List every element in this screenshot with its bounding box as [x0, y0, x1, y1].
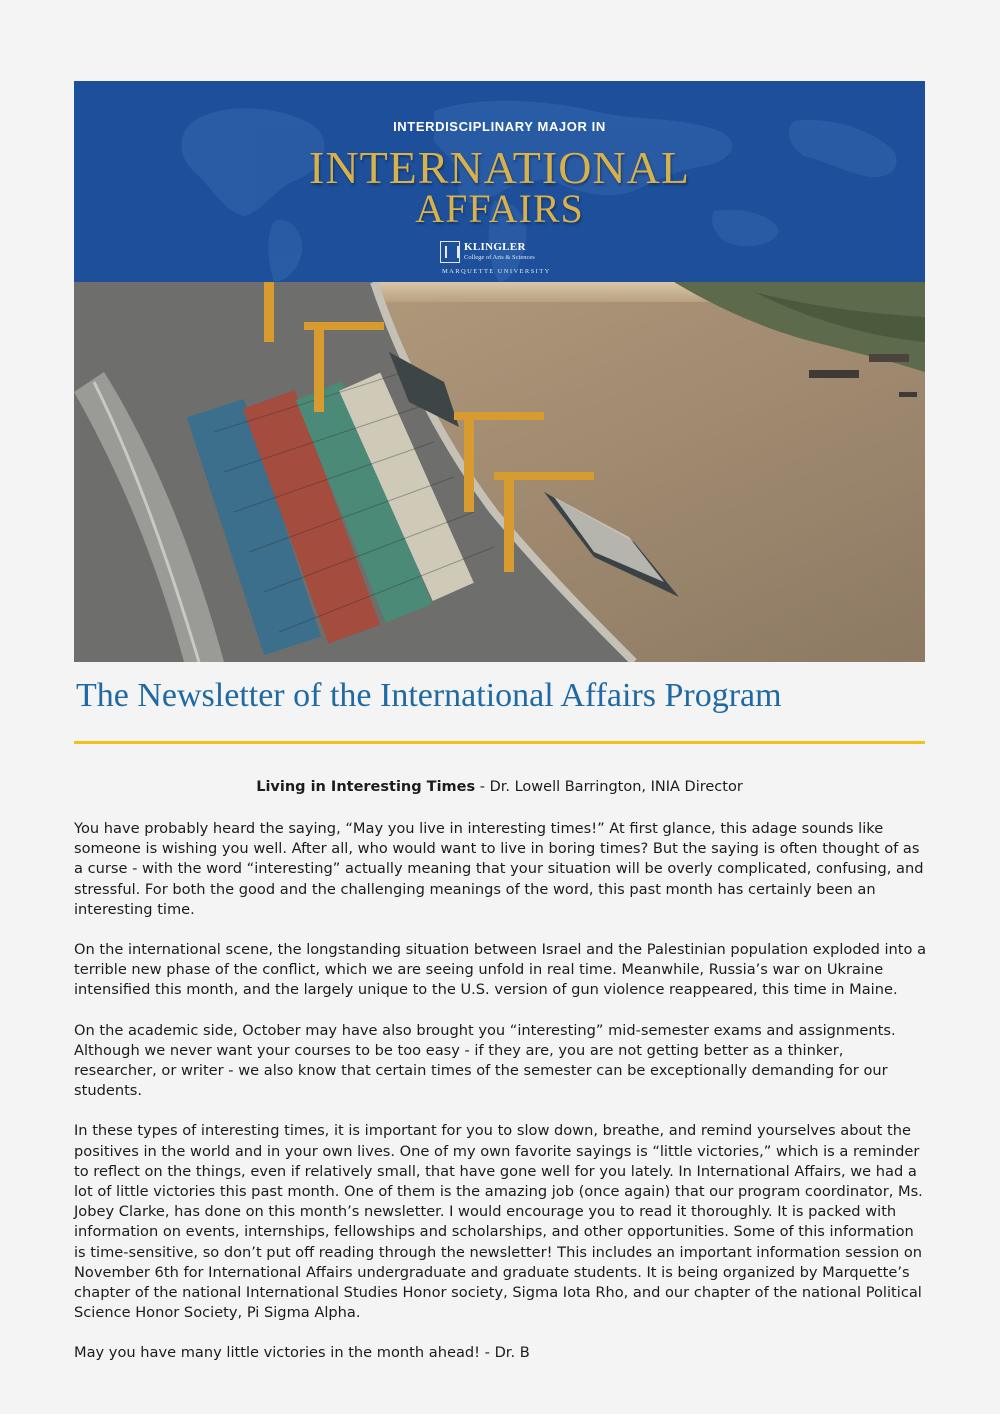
- article-paragraph: On the academic side, October may have also brought you “interesting” mid-semester exams and assignments. Although we never want your courses to be too easy - if they are, you are not getting better as a thinker, researcher, or writer - we also know that certain times of the semester can be exceptionally demanding for our students.: [74, 1021, 896, 1100]
- banner-title-line1: INTERNATIONAL: [309, 142, 690, 193]
- port-photo-illustration: [74, 282, 925, 662]
- article-headline: Living in Interesting Times: [256, 779, 476, 795]
- article-paragraph: You have probably heard the saying, “May you live in interesting times!” At first glance, this adage sounds like someone is wishing you well. After all, who would want to live in boring times? But the saying is often thought of as a curse - with the word “interesting” actually meaning that your situation will be overly complicated, confusing, and stressful. For both the good and the challenging meanings of the word, this past month has certainly been an interesting time.: [74, 820, 924, 918]
- university-name: MARQUETTE UNIVERSITY: [442, 268, 551, 275]
- article-byline: - Dr. Lowell Barrington, INIA Director: [475, 779, 743, 795]
- college-name: KLINGLER: [464, 241, 526, 253]
- port-photo: [74, 282, 925, 662]
- crest-icon: [440, 241, 460, 263]
- banner-kicker: INTERDISCIPLINARY MAJOR IN: [393, 119, 606, 134]
- article-paragraph: On the international scene, the longstanding situation between Israel and the Palestinian population exploded into a terrible new phase of the conflict, which we are seeing unfold in real time. Meanwhile, Russia’s war on Ukraine intensified this month, and the largely unique to the U.S. version of gun violence reappeared, this time in Maine.: [74, 941, 927, 999]
- article-heading: [74, 779, 925, 795]
- title-divider: [74, 741, 925, 744]
- banner-title-line2: AFFAIRS: [415, 186, 584, 231]
- college-subtitle: College of Arts & Sciences: [464, 254, 535, 261]
- newsletter-title: The Newsletter of the International Affairs Program: [76, 677, 782, 714]
- article-paragraph: In these types of interesting times, it is important for you to slow down, breathe, and remind yourselves about the positives in the world and in your own lives. One of my own favorite sayings is “little victories,” which is a reminder to reflect on the things, even if relatively small, that have gone well for you lately. In International Affairs, we had a lot of little victories this past month. One of them is the amazing job (once again) that our program coordinator, Ms. Jobey Clarke, has done on this month’s newsletter. I would encourage you to read it thoroughly. It is packed with information on events, internships, fellowships and scholarships, and other opportunities. Some of this information is time-sensitive, so don’t put off reading through the newsletter! This includes an important information session on November 6th for International Affairs undergraduate and graduate students. It is being organized by Marquette’s chapter of the national International Studies Honor society, Sigma Iota Rho, and our chapter of the national Political Science Honor Society, Pi Sigma Alpha.: [74, 1122, 923, 1322]
- program-banner: [74, 81, 925, 282]
- college-logo: [440, 241, 560, 277]
- article-signoff: May you have many little victories in the month ahead! - Dr. B: [74, 1344, 530, 1362]
- article-body: [74, 819, 929, 1384]
